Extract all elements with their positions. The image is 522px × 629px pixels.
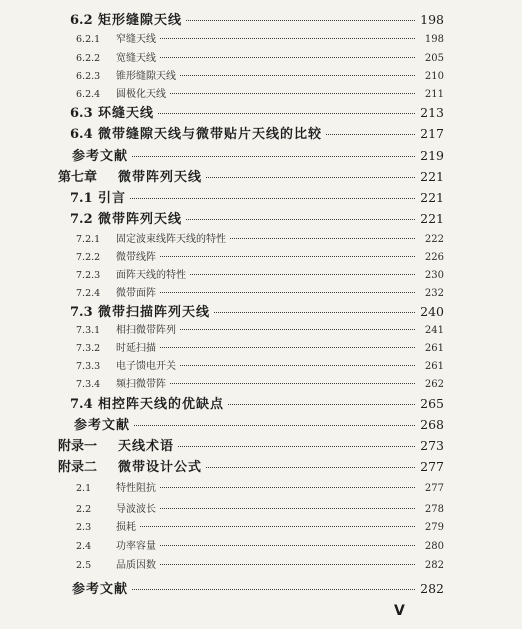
toc-entry-page: 230 [424, 270, 444, 281]
toc-entry-title: 窄缝天线 [116, 34, 156, 45]
toc-entry [70, 213, 444, 226]
dot-leader [160, 508, 415, 509]
toc-entry [70, 192, 444, 205]
toc-entry-number: 6.2.1 [76, 34, 101, 45]
toc-entry-number: 2.3 [76, 522, 92, 533]
toc-entry-page: 213 [420, 105, 444, 120]
dot-leader [160, 347, 415, 348]
toc-entry-page: 210 [424, 71, 444, 82]
toc-entry-number: 7.1 [70, 191, 93, 206]
toc-entry-number: 7.4 [70, 397, 93, 412]
dot-leader [186, 20, 415, 21]
toc-entry [70, 107, 444, 120]
dot-leader [160, 292, 415, 293]
toc-entry-title: 圆极化天线 [116, 89, 166, 100]
toc-entry [58, 461, 444, 474]
toc-entry-page: 221 [420, 211, 444, 226]
toc-entry [76, 54, 444, 64]
toc-entry-title: 固定波束线阵天线的特性 [116, 234, 226, 245]
dot-leader [134, 425, 415, 426]
toc-entry-title: 微带面阵 [116, 288, 156, 299]
toc-entry-title: 损耗 [116, 522, 136, 533]
toc-entry-number: 2.5 [76, 560, 92, 571]
toc-entry-page: 211 [424, 89, 444, 100]
toc-entry-page: 221 [420, 169, 444, 184]
dot-leader [132, 589, 415, 590]
toc-entry-page: 273 [420, 438, 444, 453]
toc-entry-title: 锥形缝隙天线 [116, 71, 176, 82]
toc-entry-page: 268 [420, 417, 444, 432]
toc-entry-page: 198 [420, 12, 444, 27]
toc-entry-title: 微带扫描阵列天线 [98, 305, 211, 320]
toc-entry-title: 天线术语 [118, 439, 175, 454]
toc-entry [76, 542, 444, 552]
page-folio: V [394, 603, 405, 619]
toc-entry-page: 278 [424, 504, 444, 515]
toc-entry-number: 7.3.3 [76, 361, 101, 372]
toc-entry-number: 7.2.3 [76, 270, 101, 281]
toc-entry-number: 6.2.4 [76, 89, 101, 100]
toc-entry-title: 参考文献 [72, 149, 129, 164]
dot-leader [190, 274, 415, 275]
toc-entry-page: 217 [420, 126, 444, 141]
toc-entry [76, 362, 444, 372]
dot-leader [170, 93, 415, 94]
toc-entry-title: 导波波长 [116, 504, 156, 515]
toc-entry-title: 特性阻抗 [116, 483, 156, 494]
toc-entry-number: 2.1 [76, 483, 92, 494]
toc-entry [76, 289, 444, 299]
toc-entry-title: 环缝天线 [98, 106, 155, 121]
toc-entry [76, 271, 444, 281]
dot-leader [132, 156, 415, 157]
toc-entry [74, 419, 444, 432]
toc-entry-number: 附录二 [58, 460, 98, 475]
dot-leader [180, 75, 415, 76]
toc-entry-title: 微带线阵 [116, 252, 156, 263]
dot-leader [140, 526, 415, 527]
toc-entry-number: 7.3.4 [76, 379, 101, 390]
toc-entry [58, 171, 444, 184]
toc-entry [72, 150, 444, 163]
toc-entry-title: 频扫微带阵 [116, 379, 166, 390]
toc-entry-number: 6.2.3 [76, 71, 101, 82]
toc-entry-number: 2.2 [76, 504, 92, 515]
toc-entry-page: 261 [424, 343, 444, 354]
toc-entry [76, 90, 444, 100]
toc-entry [76, 344, 444, 354]
toc-entry [76, 523, 444, 533]
toc-entry-title: 电子馈电开关 [116, 361, 176, 372]
toc-entry-number: 7.2.1 [76, 234, 101, 245]
toc-entry [76, 72, 444, 82]
toc-entry-number: 附录一 [58, 439, 98, 454]
toc-entry-number: 7.2.2 [76, 252, 101, 263]
dot-leader [130, 198, 415, 199]
toc-entry-title: 面阵天线的特性 [116, 270, 186, 281]
dot-leader [160, 256, 415, 257]
toc-entry-title: 相控阵天线的优缺点 [98, 397, 225, 412]
toc-entry-page: 282 [420, 581, 444, 596]
dot-leader [214, 312, 415, 313]
toc-entry [76, 561, 444, 571]
dot-leader [180, 365, 415, 366]
dot-leader [186, 219, 415, 220]
toc-entry [76, 380, 444, 390]
dot-leader [178, 446, 415, 447]
toc-entry-number: 2.4 [76, 541, 92, 552]
toc-entry [76, 35, 444, 45]
toc-entry [70, 14, 444, 27]
toc-entry-number: 7.3.2 [76, 343, 101, 354]
toc-entry-page: 282 [424, 560, 444, 571]
toc-entry-page: 221 [420, 190, 444, 205]
dot-leader [326, 134, 415, 135]
dot-leader [206, 177, 415, 178]
toc-entry-title: 矩形缝隙天线 [98, 13, 183, 28]
toc-entry [76, 484, 444, 494]
dot-leader [170, 383, 415, 384]
toc-entry-page: 262 [424, 379, 444, 390]
toc-entry-title: 参考文献 [72, 582, 129, 597]
toc-entry [76, 326, 444, 336]
toc-entry [76, 505, 444, 515]
toc-entry-title: 品质因数 [116, 560, 156, 571]
toc-entry-page: 241 [424, 325, 444, 336]
toc-entry-page: 222 [424, 234, 444, 245]
toc-entry-number: 6.2.2 [76, 53, 101, 64]
toc-entry-title: 微带缝隙天线与微带贴片天线的比较 [98, 127, 323, 142]
dot-leader [160, 38, 415, 39]
dot-leader [228, 404, 415, 405]
dot-leader [230, 238, 415, 239]
toc-entry-number: 6.2 [70, 13, 93, 28]
toc-entry-number: 7.2.4 [76, 288, 101, 299]
toc-entry [70, 398, 444, 411]
toc-entry-page: 226 [424, 252, 444, 263]
dot-leader [180, 329, 415, 330]
toc-entry-title: 功率容量 [116, 541, 156, 552]
toc-entry-page: 265 [420, 396, 444, 411]
dot-leader [160, 57, 415, 58]
dot-leader [160, 564, 415, 565]
toc-entry-title: 引言 [98, 191, 127, 206]
toc-entry-title: 时延扫描 [116, 343, 156, 354]
toc-entry [76, 253, 444, 263]
toc-entry-number: 7.2 [70, 212, 93, 227]
toc-entry [58, 440, 444, 453]
toc-entry-page: 198 [424, 34, 444, 45]
toc-entry-page: 277 [424, 483, 444, 494]
toc-entry-number: 6.4 [70, 127, 93, 142]
toc-entry-number: 第七章 [58, 170, 98, 185]
toc-entry-title: 微带阵列天线 [118, 170, 203, 185]
toc-entry-page: 240 [420, 304, 444, 319]
toc-entry-number: 6.3 [70, 106, 93, 121]
dot-leader [206, 467, 415, 468]
toc-entry-number: 7.3 [70, 305, 93, 320]
toc-entry-page: 232 [424, 288, 444, 299]
toc-entry-page: 279 [424, 522, 444, 533]
dot-leader [158, 113, 415, 114]
toc-entry-page: 261 [424, 361, 444, 372]
toc-entry-title: 参考文献 [74, 418, 131, 433]
toc-entry-title: 相扫微带阵列 [116, 325, 176, 336]
toc-entry-page: 219 [420, 148, 444, 163]
toc-entry [72, 583, 444, 596]
toc-entry-page: 277 [420, 459, 444, 474]
toc-entry [70, 128, 444, 141]
dot-leader [160, 545, 415, 546]
dot-leader [160, 487, 415, 488]
toc-entry-title: 微带阵列天线 [98, 212, 183, 227]
toc-entry-title: 宽缝天线 [116, 53, 156, 64]
toc-entry-page: 280 [424, 541, 444, 552]
toc-entry-title: 微带设计公式 [118, 460, 203, 475]
toc-entry-page: 205 [424, 53, 444, 64]
toc-entry [70, 306, 444, 319]
toc-entry-number: 7.3.1 [76, 325, 101, 336]
toc-entry [76, 235, 444, 245]
